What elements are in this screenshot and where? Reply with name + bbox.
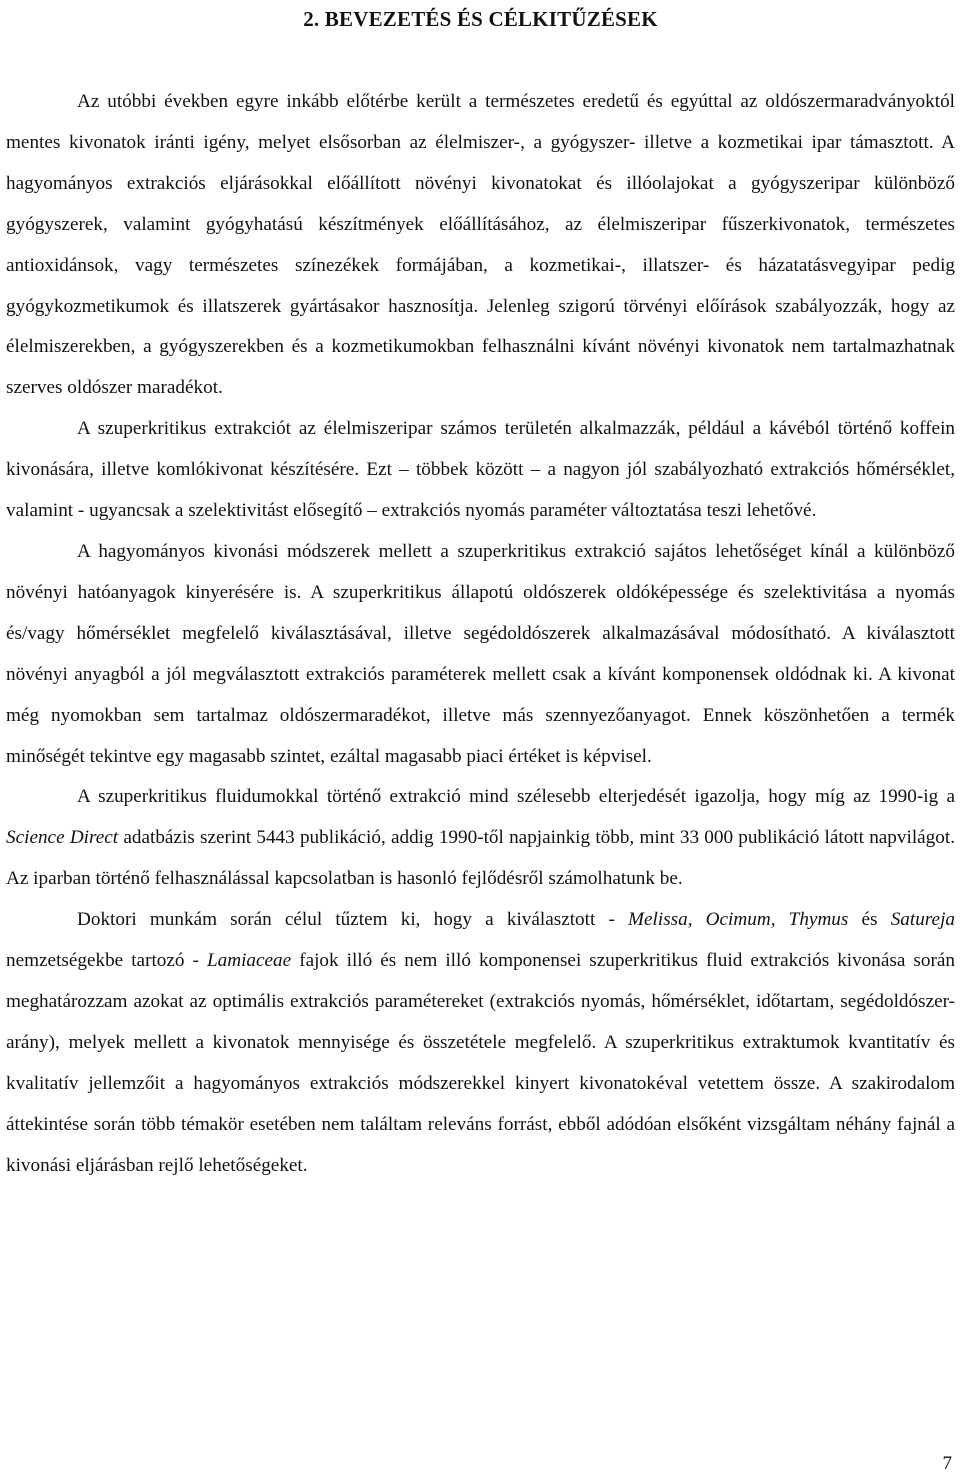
italic-text-run: Melissa, Ocimum, Thymus — [628, 909, 849, 931]
body-text — [6, 82, 955, 1186]
paragraph-1 — [6, 82, 955, 409]
text-run: A szuperkritikus fluidumokkal történő extrakció mind szélesebb elterjedését igazolja, hogy míg az 1990-ig a — [77, 786, 955, 808]
document-page — [6, 0, 955, 1186]
text-run: adatbázis szerint 5443 publikáció, addig 1990-től napjainkig több, mint 33 000 publikáció látott napvilágot. Az iparban történő felhasználással kapcsolatban is hasonló fejlődésről számolhatunk be. — [6, 827, 955, 890]
text-run: A hagyományos kivonási módszerek mellett a szuperkritikus extrakció sajátos lehetőséget kínál a különböző növényi hatóanyagok kinyerésére is. A szuperkritikus állapotú oldószerek oldóképessége és szelektivitása a nyomás és/vagy hőmérséklet megfelelő kiválasztásával, illetve segédoldószerek alkalmazásával módosítható. A kiválasztott növényi anyagból a jól megválasztott extrakciós paraméterek mellett csak a kívánt komponensek oldódnak ki. A kivonat még nyomokban sem tartalmaz oldószermaradékot, illetve más szennyezőanyagot. Ennek köszönhetően a termék minőségét tekintve egy magasabb szintet, ezáltal magasabb piaci értéket is képvisel. — [6, 540, 955, 767]
paragraph-2 — [6, 409, 955, 532]
text-run: és — [848, 909, 891, 931]
text-run: nemzetségekbe tartozó - — [6, 950, 207, 972]
italic-text-run: Lamiaceae — [206, 950, 292, 972]
page-number: 7 — [942, 1453, 952, 1474]
text-run: Az utóbbi években egyre inkább előtérbe került a természetes eredetű és egyúttal az oldószermaradványoktól mentes kivonatok iránti igény, melyet elsősorban az élelmiszer-, a gyógyszer- illetve a kozmetikai ipar támasztott. A hagyományos extrakciós eljárásokkal előállított növényi kivonatokat és illóolajokat a gyógyszeripar különböző gyógyszerek, valamint gyógyhatású készítmények előállításához, az élelmiszeripar fűszerkivonatok, természetes antioxidánsok, vagy természetes színezékek formájában, a kozmetikai-, illatszer- és házatatásvegyipar pedig gyógykozmetikumok és illatszerek gyártásakor hasznosítja. Jelenleg szigorú törvényi előírások szabályozzák, hogy az élelmiszerekben, a gyógyszerekben és a kozmetikumokban felhasználni kívánt növényi kivonatok nem tartalmazhatnak szerves oldószer maradékot. — [6, 91, 955, 399]
section-heading: 2. BEVEZETÉS ÉS CÉLKITŰZÉSEK — [303, 7, 658, 31]
text-run: fajok illó és nem illó komponensei szuperkritikus fluid extrakciós kivonása során meghatározzam azokat az optimális extrakciós paramétereket (extrakciós nyomás, hőmérséklet, időtartam, segédoldószer-arány), melyek mellett a kivonatok mennyisége és összetétele megfelelő. A szuperkritikus extraktumok kvantitatív és kvalitatív jellemzőit a hagyományos extrakciós módszerekkel kinyert kivonatokéval vetettem össze. A szakirodalom áttekintése során több témakör esetében nem találtam releváns forrást, ebből adódóan elsőként vizsgáltam néhány fajnál a kivonási eljárásban rejlő lehetőségeket. — [6, 950, 955, 1176]
paragraph-5 — [6, 900, 955, 1186]
paragraph-3 — [6, 532, 955, 777]
italic-text-run: Satureja — [890, 909, 955, 931]
text-run: A szuperkritikus extrakciót az élelmiszeripar számos területén alkalmazzák, például a kávéból történő koffein kivonására, illetve komlókivonat készítésére. Ezt – többek között – a nagyon jól szabályozható extrakciós hőmérséklet, valamint - ugyancsak a szelektivitást elősegítő – extrakciós nyomás paraméter változtatása teszi lehetővé. — [6, 418, 955, 522]
text-run: Doktori munkám során célul tűztem ki, hogy a kiválasztott - — [77, 909, 629, 931]
paragraph-4 — [6, 777, 955, 900]
italic-text-run: Science Direct — [6, 827, 119, 849]
